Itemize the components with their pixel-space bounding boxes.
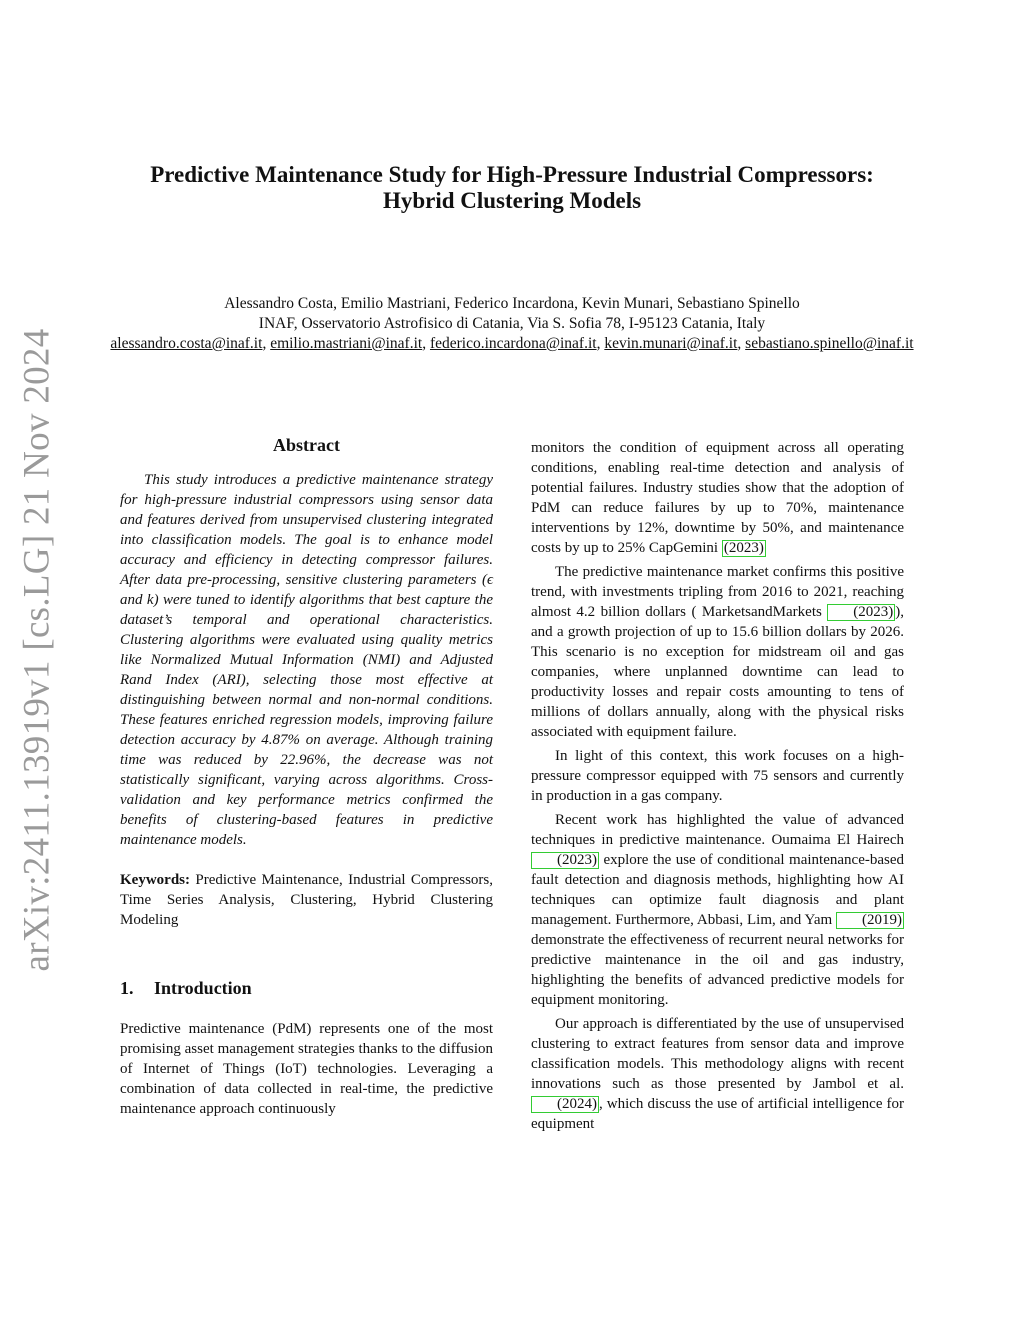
email-link[interactable]: federico.incardona@inaf.it	[429, 335, 597, 352]
citation-link[interactable]: (2023)	[827, 604, 895, 621]
author-names: Alessandro Costa, Emilio Mastriani, Federico Incardona, Kevin Munari, Sebastiano Spinello	[224, 295, 800, 312]
title-line-1: Predictive Maintenance Study for High-Pressure Industrial Compressors:	[150, 162, 874, 187]
email-link[interactable]: kevin.munari@inaf.it	[604, 335, 738, 352]
abstract-heading: Abstract	[273, 435, 340, 455]
citation-link[interactable]: (2024)	[531, 1096, 599, 1113]
citation-link[interactable]: (2023)	[723, 540, 764, 556]
abstract-body: This study introduces a predictive maintenance strategy for high-pressure industrial compressors using sensor data and features derived from unsupervised clustering integrated into classification models. The goal is to enhance model accuracy and efficiency in detecting compressor failures. After data pre-processing, sensitive clustering parameters (ϵ and k) were tuned to identify algorithms that best capture the dataset’s temporal and operational characteristics. Clustering algorithms were evaluated using quality metrics like Normalized Mutual Information (NMI) and Adjusted Rand Index (ARI), selecting those most effective at distinguishing between normal and non-normal conditions. These features enriched regression models, improving failure detection accuracy by 4.87% on average. Although training time was reduced by 22.96%, the decrease was not statistically significant, varying across algorithms. Cross-validation and key performance metrics confirmed the benefits of clustering-based features in predictive maintenance models.	[120, 472, 493, 848]
section-number: 1.	[120, 978, 134, 998]
affiliation: INAF, Osservatorio Astrofisico di Catania, Via S. Sofia 78, I-95123 Catania, Italy	[258, 315, 766, 332]
section-heading-introduction	[120, 978, 493, 999]
author-block	[60, 294, 964, 354]
intro-paragraph-1: Predictive maintenance (PdM) represents one of the most promising asset management strategies thanks to the diffusion of Internet of Things (IoT) technologies. Leveraging a combination of data collected in real-time, the predictive maintenance approach continuously	[120, 1021, 493, 1117]
right-column	[531, 438, 904, 1134]
citation-link[interactable]: (2019)	[836, 912, 904, 929]
paragraph-text: Our approach is differentiated by the use of unsupervised clustering to extract features from sensor data and improve classification models. This methodology aligns with recent innovations such as those presented by Jambol et al.	[531, 1016, 904, 1092]
intro-paragraph-6	[531, 1014, 904, 1134]
email-link[interactable]: sebastiano.spinello@inaf.it	[745, 335, 914, 352]
intro-paragraph-2	[531, 438, 904, 558]
paragraph-text: ), and a growth projection of up to 15.6 billion dollars by 2026. This scenario is no exception for midstream oil and gas companies, where unplanned downtime can lead to productivity losses and repair costs amounting to tens of millions of dollars annually, along with the physical risks associated with equipment failure.	[531, 604, 904, 740]
paper-title	[80, 162, 944, 214]
intro-paragraph-3	[531, 562, 904, 742]
intro-paragraph-5	[531, 810, 904, 1010]
arxiv-identifier: arXiv:2411.13919v1 [cs.LG] 21 Nov 2024	[16, 328, 58, 972]
paragraph-text: The predictive maintenance market confirms this positive trend, with investments tripling from 2016 to 2021, reaching almost 4.2 billion dollars ( MarketsandMarkets	[531, 564, 904, 620]
section-title: Introduction	[154, 978, 252, 998]
paragraph-text: Recent work has highlighted the value of advanced techniques in predictive maintenance. Oumaima El Hairech	[531, 812, 904, 848]
keywords	[120, 870, 493, 930]
keywords-label: Keywords:	[120, 872, 190, 888]
paragraph-text: monitors the condition of equipment across all operating conditions, enabling real-time detection and analysis of potential failures. Industry studies show that the adoption of PdM can reduce failures by up to 70%, maintenance interventions by 12%, downtime by 50%, and maintenance costs by up to 25% CapGemini	[531, 440, 904, 556]
email-link[interactable]: alessandro.costa@inaf.it	[110, 335, 263, 352]
keywords-text: Predictive Maintenance, Industrial Compressors, Time Series Analysis, Clustering, Hybrid Clustering Modeling	[120, 872, 493, 928]
left-column	[120, 435, 493, 1119]
arxiv-side-stamp	[12, 328, 62, 972]
paragraph-text: explore the use of conditional maintenance-based fault detection and diagnosis methods, highlighting how AI techniques can optimize fault diagnosis and plant management. Furthermore, Abbasi, Lim, and Yam	[531, 852, 904, 928]
intro-paragraph-4: In light of this context, this work focuses on a high-pressure compressor equipped with 75 sensors and currently in production in a gas company.	[531, 748, 904, 804]
title-line-2: Hybrid Clustering Models	[382, 188, 642, 213]
email-link[interactable]: emilio.mastriani@inaf.it	[270, 335, 423, 352]
citation-link[interactable]: (2023)	[531, 852, 599, 869]
paragraph-text: , which discuss the use of artificial intelligence for equipment	[531, 1096, 904, 1132]
email-list: alessandro.costa@inaf.it, emilio.mastriani@inaf.it, federico.incardona@inaf.it, kevin.munari@inaf.it, sebastiano.spinello@inaf.it	[110, 335, 914, 352]
paragraph-text: demonstrate the effectiveness of recurrent neural networks for predictive maintenance in the oil and gas industry, highlighting the benefits of advanced predictive models for equipment monitoring.	[531, 932, 904, 1008]
